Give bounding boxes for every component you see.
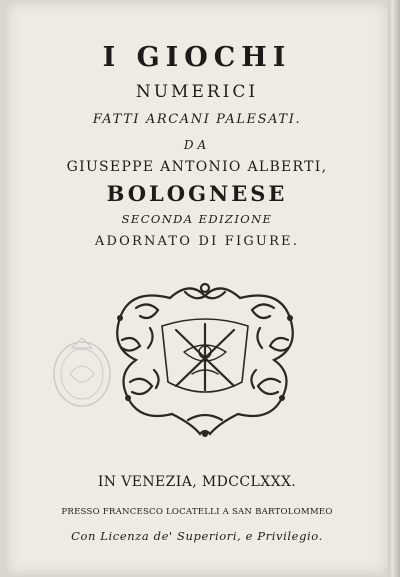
by-line: DA: [183, 138, 211, 152]
printers-ornament-icon: [100, 278, 310, 438]
book-title-line-3: FATTI ARCANI PALESATI.: [92, 112, 302, 127]
title-page: [6, 2, 388, 575]
author-origin: BOLOGNESE: [106, 181, 288, 206]
printer-name: PRESSO FRANCESCO LOCATELLI A SAN BARTOLOMMEO: [61, 507, 333, 517]
book-title-line-1: I GIOCHI: [102, 42, 292, 73]
book-spine-edge: [388, 0, 400, 577]
illustration-statement: ADORNATO DI FIGURE.: [94, 234, 300, 249]
license-statement: Con Licenza de' Superiori, e Privilegio.: [71, 529, 323, 543]
edition-statement: SECONDA EDIZIONE: [121, 212, 273, 226]
imprint-place-date: IN VENEZIA, MDCCLXXX.: [97, 474, 297, 490]
author-name: GIUSEPPE ANTONIO ALBERTI,: [66, 159, 328, 175]
book-title-line-2: NUMERICI: [135, 82, 259, 102]
